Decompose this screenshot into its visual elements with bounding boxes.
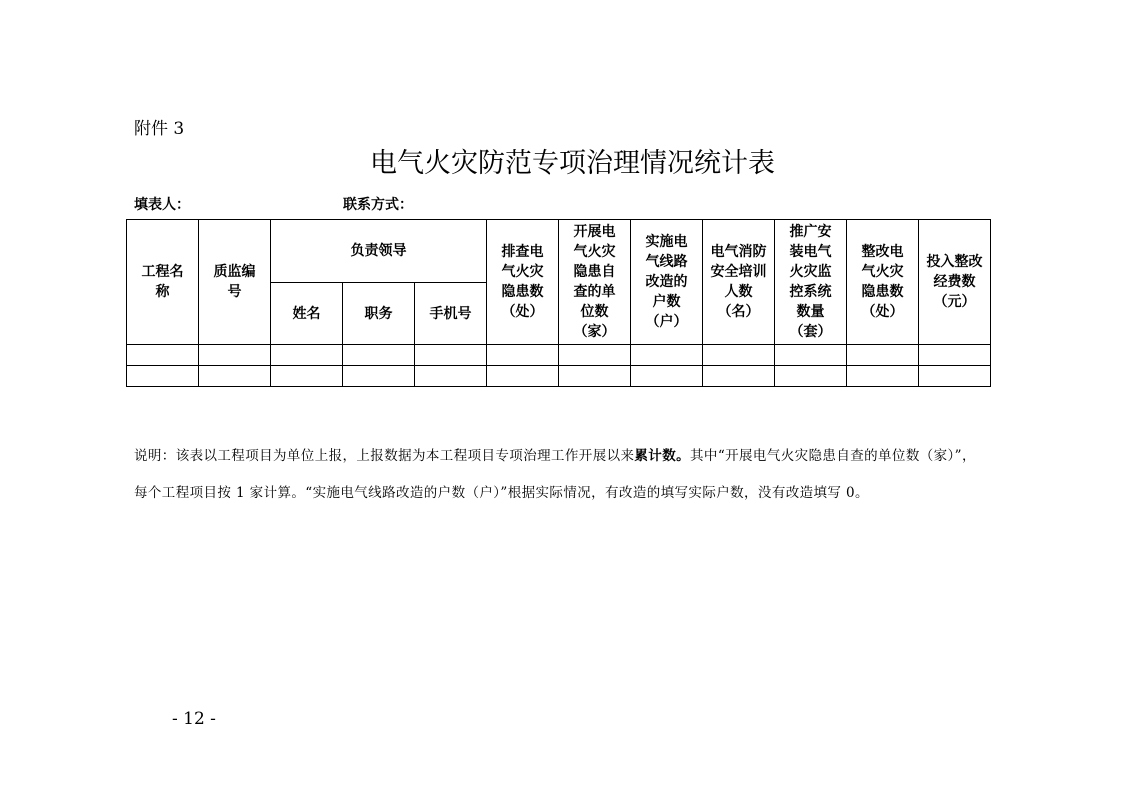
table-cell[interactable]	[847, 366, 919, 387]
header-households-rewired: 实施电气线路改造的户数（户）	[631, 220, 703, 345]
table-cell[interactable]	[919, 366, 991, 387]
table-cell[interactable]	[343, 345, 415, 366]
notes-text-part1: 说明：该表以工程项目为单位上报，上报数据为本工程项目专项治理工作开展以来	[134, 448, 635, 464]
attachment-label: 附件 3	[134, 119, 185, 139]
statistics-table	[126, 219, 991, 387]
table-cell[interactable]	[559, 345, 631, 366]
table-cell[interactable]	[487, 345, 559, 366]
header-units-selfcheck: 开展电气火灾隐患自查的单位数（家）	[559, 220, 631, 345]
document-title: 电气火灾防范专项治理情况统计表	[370, 148, 775, 179]
header-hazards-checked: 排查电气火灾隐患数（处）	[487, 220, 559, 345]
contact-label: 联系方式：	[343, 197, 413, 213]
table-cell[interactable]	[487, 366, 559, 387]
table-cell[interactable]	[199, 366, 271, 387]
header-leader-position: 职务	[343, 283, 415, 345]
table-cell[interactable]	[415, 345, 487, 366]
table-cell[interactable]	[127, 366, 199, 387]
table-row	[127, 366, 991, 387]
table-cell[interactable]	[847, 345, 919, 366]
table-row	[127, 345, 991, 366]
table-cell[interactable]	[775, 366, 847, 387]
table-cell[interactable]	[703, 366, 775, 387]
header-people-trained: 电气消防安全培训人数（名）	[703, 220, 775, 345]
header-leader-phone: 手机号	[415, 283, 487, 345]
table-cell[interactable]	[127, 345, 199, 366]
notes-bold-text: 累计数。	[634, 448, 691, 464]
notes-text-part2: 其中“开展电气火灾隐患自查的单位数（家）”，每个工程项目按 1 家计算。“实施电气线路改造的户数（户）”根据实际情况，有改造的填写实际户数，没有改造填写 0。	[134, 448, 976, 501]
header-responsible-leader: 负责领导	[271, 220, 487, 283]
notes-paragraph	[134, 438, 986, 512]
table-cell[interactable]	[415, 366, 487, 387]
header-leader-name: 姓名	[271, 283, 343, 345]
header-quality-number: 质监编号	[199, 220, 271, 345]
page-number: - 12 -	[172, 709, 216, 729]
table-cell[interactable]	[775, 345, 847, 366]
table-cell[interactable]	[631, 345, 703, 366]
header-monitoring-systems: 推广安装电气火灾监控系统数量（套）	[775, 220, 847, 345]
header-project-name: 工程名称	[127, 220, 199, 345]
table-cell[interactable]	[919, 345, 991, 366]
table-cell[interactable]	[631, 366, 703, 387]
table-cell[interactable]	[343, 366, 415, 387]
header-hazards-rectified: 整改电气火灾隐患数（处）	[847, 220, 919, 345]
table-cell[interactable]	[703, 345, 775, 366]
table-cell[interactable]	[559, 366, 631, 387]
table-cell[interactable]	[271, 366, 343, 387]
table-cell[interactable]	[199, 345, 271, 366]
table-cell[interactable]	[271, 345, 343, 366]
filler-label: 填表人：	[134, 197, 190, 213]
header-rectification-funds: 投入整改经费数（元）	[919, 220, 991, 345]
